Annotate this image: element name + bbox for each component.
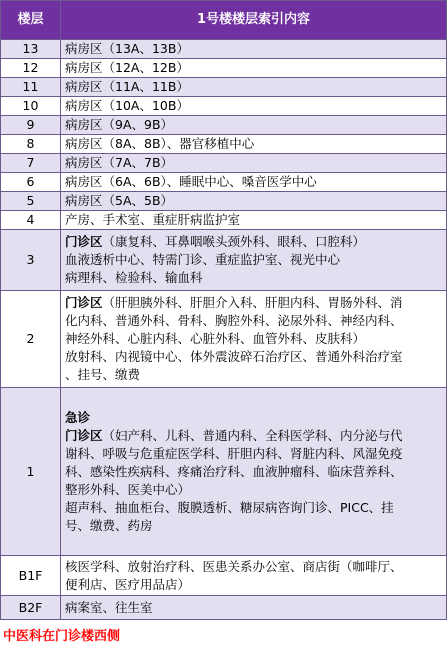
content-text: 化内科、普通外科、骨科、胸腔外科、泌尿外科、神经内科、 <box>65 313 403 328</box>
floor-cell: 12 <box>1 59 61 78</box>
floor-cell: 8 <box>1 135 61 154</box>
content-text: （康复科、耳鼻咽喉头颈外科、眼科、口腔科） <box>102 234 366 249</box>
floor-cell: 11 <box>1 78 61 97</box>
content-text: 神经外科、心脏内科、心脏外科、血管外科、皮肤科） <box>65 331 366 346</box>
content-text: 整形外科、医美中心） <box>65 481 191 497</box>
content-text: 病房区（8A、8B）、器官移植中心 <box>65 136 255 151</box>
content-line <box>65 233 446 251</box>
table-row <box>1 40 447 59</box>
floor-cell: B2F <box>1 596 61 620</box>
content-line <box>65 116 446 134</box>
section-heading: 门诊区 <box>65 427 103 443</box>
table-row <box>1 59 447 78</box>
floor-cell: 4 <box>1 211 61 230</box>
floor-cell: 5 <box>1 192 61 211</box>
content-cell <box>61 211 447 230</box>
content-cell <box>61 173 447 192</box>
content-line <box>65 558 446 576</box>
section-heading: 门诊区 <box>65 234 103 249</box>
content-line <box>65 445 446 463</box>
content-cell <box>61 116 447 135</box>
floor-column-header: 楼层 <box>1 1 61 40</box>
floor-cell: 7 <box>1 154 61 173</box>
content-cell <box>61 154 447 173</box>
content-line <box>65 576 446 594</box>
table-row <box>1 116 447 135</box>
table-row <box>1 211 447 230</box>
content-cell <box>61 230 447 291</box>
content-text: 谢科、呼吸与危重症医学科、肝胆内科、肾脏内科、风湿免疫 <box>65 445 403 461</box>
floor-cell: 6 <box>1 173 61 192</box>
content-line <box>65 154 446 172</box>
content-line <box>65 78 446 96</box>
content-cell <box>61 40 447 59</box>
content-cell <box>61 192 447 211</box>
content-cell <box>61 135 447 154</box>
content-line <box>65 517 446 535</box>
table-row <box>1 192 447 211</box>
content-cell <box>61 556 447 596</box>
content-cell <box>61 388 447 556</box>
table-row <box>1 97 447 116</box>
content-text: 病房区（6A、6B）、睡眠中心、嗓音医学中心 <box>65 174 317 189</box>
table-row <box>1 154 447 173</box>
content-line <box>65 251 446 269</box>
table-row <box>1 291 447 388</box>
content-line <box>65 599 446 617</box>
section-heading: 急诊 <box>65 409 91 425</box>
section-heading: 门诊区 <box>65 295 103 310</box>
floor-cell: 9 <box>1 116 61 135</box>
table-body <box>1 40 447 620</box>
content-text: 病房区（5A、5B） <box>65 193 174 208</box>
content-cell <box>61 78 447 97</box>
content-line <box>65 192 446 210</box>
content-text: （妇产科、儿科、普通内科、全科医学科、内分泌与代 <box>102 427 403 443</box>
content-text: 号、缴费、药房 <box>65 517 153 533</box>
content-column-header: 1号楼楼层索引内容 <box>61 1 447 40</box>
content-cell <box>61 97 447 116</box>
content-cell <box>61 59 447 78</box>
content-text: 病案室、往生室 <box>65 599 153 615</box>
floor-cell: 1 <box>1 388 61 556</box>
content-text: 核医学科、放射治疗科、医患关系办公室、商店街（咖啡厅、 <box>65 558 403 574</box>
floor-cell: 2 <box>1 291 61 388</box>
content-text: 病理科、检验科、输血科 <box>65 270 203 285</box>
floor-cell: B1F <box>1 556 61 596</box>
floor-cell: 10 <box>1 97 61 116</box>
table-header-row <box>1 1 447 40</box>
content-line <box>65 499 446 517</box>
footer-note: 中医科在门诊楼西侧 <box>3 629 121 644</box>
content-text: 病房区（11A、11B） <box>65 79 189 94</box>
table-row <box>1 556 447 596</box>
content-text: 病房区（7A、7B） <box>65 155 174 170</box>
content-text: 超声科、抽血柜台、腹膜透析、糖尿病咨询门诊、PICC、挂 <box>65 499 394 515</box>
content-line <box>65 211 446 229</box>
table-row <box>1 135 447 154</box>
content-line <box>65 40 446 58</box>
content-cell <box>61 596 447 620</box>
content-line <box>65 97 446 115</box>
content-text: （肝胆胰外科、肝胆介入科、肝胆内科、胃肠外科、消 <box>102 295 403 310</box>
content-text: 血液透析中心、特需门诊、重症监护室、视光中心 <box>65 252 341 267</box>
content-text: 病房区（10A、10B） <box>65 98 189 113</box>
content-cell <box>61 291 447 388</box>
content-line <box>65 348 446 366</box>
content-text: 放射科、内视镜中心、体外震波碎石治疗区、普通外科治疗室 <box>65 349 403 364</box>
content-text: 产房、手术室、重症肝病监护室 <box>65 212 241 227</box>
content-text: 病房区（9A、9B） <box>65 117 174 132</box>
content-text: 病房区（12A、12B） <box>65 60 189 75</box>
content-line <box>65 294 446 312</box>
content-line <box>65 135 446 153</box>
table-row <box>1 230 447 291</box>
floor-cell: 3 <box>1 230 61 291</box>
table-row <box>1 173 447 192</box>
content-line <box>65 366 446 384</box>
content-line <box>65 269 446 287</box>
content-text: 便利店、医疗用品店） <box>65 576 191 592</box>
content-line <box>65 330 446 348</box>
floor-cell: 13 <box>1 40 61 59</box>
content-line <box>65 427 446 445</box>
content-line <box>65 481 446 499</box>
content-line <box>65 409 446 427</box>
content-text: 、挂号、缴费 <box>65 367 141 382</box>
content-line <box>65 312 446 330</box>
content-line <box>65 59 446 77</box>
content-line <box>65 463 446 481</box>
table-row <box>1 596 447 620</box>
table-row <box>1 388 447 556</box>
content-text: 病房区（13A、13B） <box>65 41 189 56</box>
content-text: 科、感染性疾病科、疼痛治疗科、血液肿瘤科、临床营养科、 <box>65 463 403 479</box>
content-line <box>65 173 446 191</box>
table-row <box>1 78 447 97</box>
